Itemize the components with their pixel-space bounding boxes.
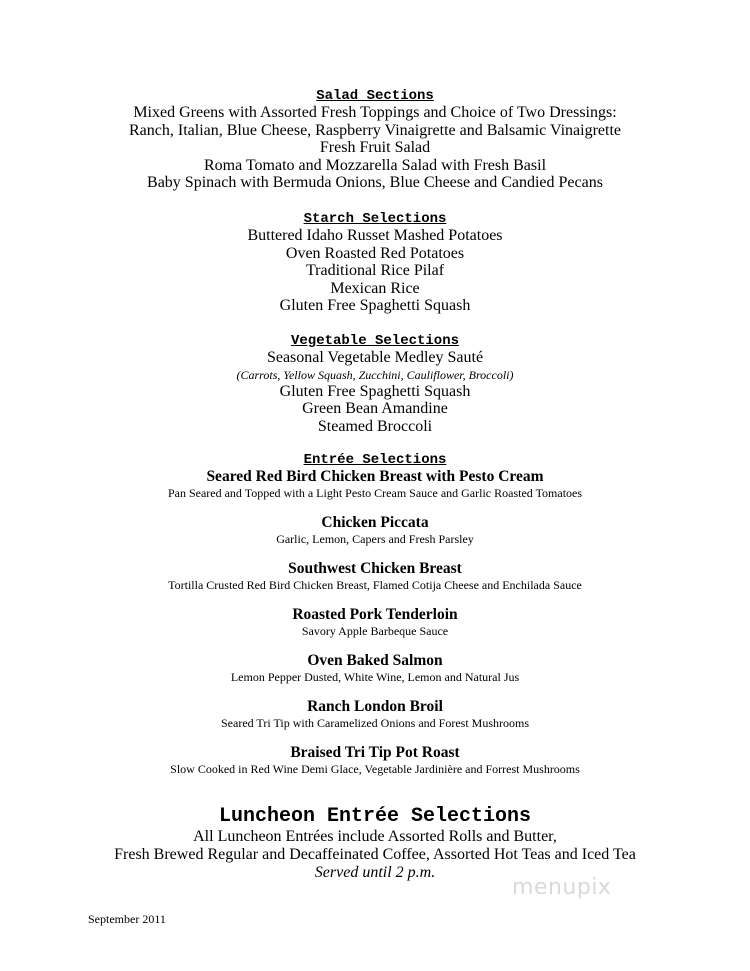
entree-name: Roasted Pork Tenderloin <box>292 606 458 623</box>
salad-item: Fresh Fruit Salad <box>319 139 431 157</box>
luncheon-served: Served until 2 p.m. <box>314 864 436 881</box>
salad-item: Roma Tomato and Mozzarella Salad with Fresh Basil <box>203 156 547 174</box>
entree-name: Seared Red Bird Chicken Breast with Pesto Cream <box>206 468 544 485</box>
starch-item: Oven Roasted Red Potatoes <box>285 244 465 262</box>
luncheon-line: All Luncheon Entrées include Assorted Rolls and Butter, <box>193 828 557 845</box>
entree-name: Southwest Chicken Breast <box>288 560 462 577</box>
starch-item: Gluten Free Spaghetti Squash <box>279 297 471 315</box>
vegetable-note: (Carrots, Yellow Squash, Zucchini, Cauliflower, Broccoli) <box>236 367 514 382</box>
starch-item: Traditional Rice Pilaf <box>305 262 445 280</box>
entree-desc: Tortilla Crusted Red Bird Chicken Breast, Flamed Cotija Cheese and Enchilada Sauce <box>168 578 582 592</box>
luncheon-title: Luncheon Entrée Selections <box>218 805 532 828</box>
salad-title: Salad Sections <box>316 88 434 104</box>
starch-title: Starch Selections <box>303 211 447 227</box>
luncheon-line: Fresh Brewed Regular and Decaffeinated Coffee, Assorted Hot Teas and Iced Tea <box>114 846 636 863</box>
entree-name: Oven Baked Salmon <box>307 652 443 669</box>
footer-date: September 2011 <box>88 912 166 926</box>
entree-desc: Garlic, Lemon, Capers and Fresh Parsley <box>276 532 474 546</box>
entree-desc: Slow Cooked in Red Wine Demi Glace, Vegetable Jardinière and Forrest Mushrooms <box>170 762 580 776</box>
entree-desc: Savory Apple Barbeque Sauce <box>301 624 449 638</box>
vegetable-title: Vegetable Selections <box>290 333 460 349</box>
starch-item: Buttered Idaho Russet Mashed Potatoes <box>247 227 503 244</box>
starch-item: Mexican Rice <box>330 279 420 297</box>
salad-section <box>0 88 750 192</box>
vegetable-section <box>0 333 750 435</box>
entree-desc: Seared Tri Tip with Caramelized Onions and Forest Mushrooms <box>221 716 529 730</box>
salad-item: Mixed Greens with Assorted Fresh Toppings and Choice of Two Dressings: <box>133 104 617 121</box>
entree-name: Chicken Piccata <box>321 514 429 531</box>
entree-title: Entrée Selections <box>303 452 447 468</box>
menupix-watermark: menupix <box>512 875 612 900</box>
vegetable-item: Steamed Broccoli <box>317 417 433 435</box>
entree-desc: Pan Seared and Topped with a Light Pesto Cream Sauce and Garlic Roasted Tomatoes <box>167 486 583 500</box>
luncheon-section <box>0 806 750 882</box>
entree-desc: Lemon Pepper Dusted, White Wine, Lemon and Natural Jus <box>230 670 520 684</box>
entree-name: Braised Tri Tip Pot Roast <box>290 744 460 761</box>
vegetable-item: Seasonal Vegetable Medley Sauté <box>266 349 484 366</box>
entree-name: Ranch London Broil <box>307 698 443 715</box>
salad-item: Baby Spinach with Bermuda Onions, Blue Cheese and Candied Pecans <box>147 174 603 192</box>
vegetable-item: Gluten Free Spaghetti Squash <box>279 382 471 400</box>
starch-section <box>0 211 750 315</box>
entree-section <box>0 452 750 790</box>
salad-item: Ranch, Italian, Blue Cheese, Raspberry Vinaigrette and Balsamic Vinaigrette <box>129 121 621 139</box>
vegetable-item: Green Bean Amandine <box>302 400 448 418</box>
